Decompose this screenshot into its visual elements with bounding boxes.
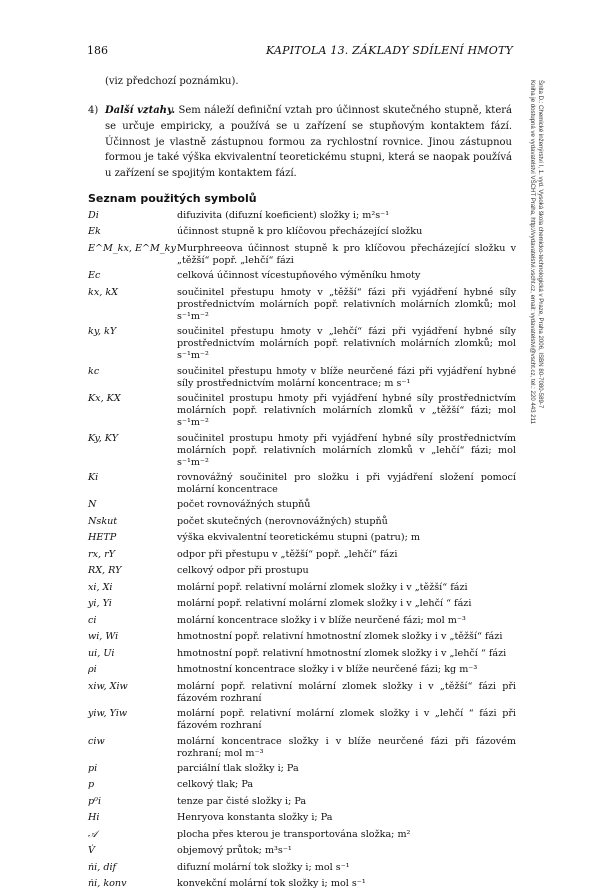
page-header <box>87 44 513 60</box>
symbol-row <box>88 681 516 708</box>
symbol-description: celkový odpor při prostupu <box>177 565 309 577</box>
symbol-term: pi <box>88 762 98 774</box>
symbol-description: účinnost stupně k pro klíčovou přecházející složku <box>177 226 423 238</box>
symbol-description: tenze par čisté složky i; Pa <box>177 795 307 807</box>
symbol-row <box>88 648 516 664</box>
symbol-description: difuzní molární tok složky i; mol s⁻¹ <box>177 861 350 873</box>
symbol-term: Kx, KX <box>88 393 121 405</box>
symbol-row <box>88 499 516 515</box>
symbol-row <box>88 243 516 270</box>
section-title: Seznam použitých symbolů <box>88 192 257 205</box>
symbol-description: molární koncentrace složky i v blíže neurčené fázi při fázovém rozhraní; mol m⁻³ <box>177 735 516 759</box>
symbol-term: p⁰i <box>88 795 102 807</box>
symbol-row <box>88 565 516 581</box>
symbol-term: Ky, KY <box>88 432 119 444</box>
symbol-list <box>88 210 516 895</box>
list-item-4 <box>88 103 512 182</box>
symbol-term: RX, RY <box>88 565 122 577</box>
symbol-description: výška ekvivalentní teoretickému stupni (patru); m <box>177 532 420 544</box>
symbol-term: Ek <box>88 226 101 238</box>
symbol-description: součinitel přestupu hmoty v „lehčí“ fázi při vyjádření hybné síly prostřednictvím molárních popř. relativních molárních zlomků; mol s⁻¹m⁻² <box>177 326 516 362</box>
symbol-description: molární popř. relativní molární zlomek složky i v „lehčí “ fázi <box>177 598 472 610</box>
symbol-row <box>88 736 516 763</box>
symbol-row <box>88 708 516 735</box>
running-title: KAPITOLA 13. ZÁKLADY SDÍLENÍ HMOTY <box>266 44 513 57</box>
symbol-description: konvekční molární tok složky i; mol s⁻¹ <box>177 878 366 890</box>
symbol-description: odpor při přestupu v „těžší“ popř. „lehčí“ fázi <box>177 548 398 560</box>
continuation-text: (viz předchozí poznámku). <box>105 76 239 87</box>
symbol-term: kc <box>88 365 100 377</box>
symbol-row <box>88 210 516 226</box>
symbol-term: E^M_kx, E^M_ky <box>88 242 176 254</box>
symbol-row <box>88 615 516 631</box>
symbol-description: objemový průtok; m³s⁻¹ <box>177 845 292 857</box>
symbol-term: kx, kX <box>88 286 118 298</box>
symbol-term: yi, Yi <box>88 598 112 610</box>
symbol-term: ciw <box>88 735 105 747</box>
symbol-row <box>88 393 516 432</box>
symbol-term: wi, Wi <box>88 631 119 643</box>
symbol-row <box>88 532 516 548</box>
symbol-description: plocha přes kterou je transportována složka; m² <box>177 828 411 840</box>
symbol-term: V̇ <box>88 845 95 857</box>
symbol-row <box>88 366 516 393</box>
symbol-description: molární koncentrace složky i v blíže neurčené fázi; mol m⁻³ <box>177 614 466 626</box>
symbol-description: difuzivita (difuzní koeficient) složky i; m²s⁻¹ <box>177 210 390 221</box>
symbol-row <box>88 845 516 861</box>
list-item-number: 4) <box>88 105 99 116</box>
symbol-description: hmotnostní popř. relativní hmotnostní zlomek složky i v „těžší“ fázi <box>177 631 503 643</box>
symbol-description: součinitel přestupu hmoty v blíže neurčené fázi při vyjádření hybné síly prostřednictvím molární koncentrace; m s⁻¹ <box>177 365 516 389</box>
symbol-description: hmotnostní koncentrace složky i v blíže neurčené fázi; kg m⁻³ <box>177 664 478 676</box>
symbol-description: součinitel prostupu hmoty při vyjádření hybné síly prostřednictvím molárních popř. relativních molárních zlomků v „lehčí“ fázi; mol s⁻¹m⁻² <box>177 432 516 468</box>
symbol-term: ṅi, dif <box>88 861 117 873</box>
symbol-row <box>88 516 516 532</box>
symbol-row <box>88 582 516 598</box>
symbol-term: Di <box>88 210 99 221</box>
symbol-row <box>88 812 516 828</box>
symbol-description: molární popř. relativní molární zlomek složky i v „lehčí “ fázi při fázovém rozhraní <box>177 708 516 732</box>
symbol-row <box>88 433 516 472</box>
symbol-description: parciální tlak složky i; Pa <box>177 762 299 774</box>
side-copyright-note <box>522 80 562 550</box>
symbol-row <box>88 796 516 812</box>
side-note-line-1: Šnita D.: Chemické inženýrství I, 1. vyd. Vysoká škola chemicko-technologická v Praze, Praha 2006, ISBN 80-7080-589-7 <box>537 80 544 409</box>
symbol-row <box>88 326 516 365</box>
symbol-description: celkový tlak; Pa <box>177 779 254 791</box>
list-item-text: Sem náleží definiční vztah pro účinnost skutečného stupně, která se určuje empiricky, a používá se u zařízení se stupňovým kontaktem fází. Účinnost je vlastně zástupnou formou za rychlostní rovnice. Jinou zástupnou formou je také výška ekvivalentní teoretickému stupni, která se naopak používá u zařízení se spojitým kontaktem fází. <box>105 105 512 180</box>
symbol-description: molární popř. relativní molární zlomek složky i v „těžší“ fázi <box>177 581 468 593</box>
symbol-term: Nskut <box>88 515 118 527</box>
symbol-description: počet rovnovážných stupňů <box>177 499 311 511</box>
symbol-term: xiw, Xiw <box>88 680 128 692</box>
symbol-description: molární popř. relativní molární zlomek složky i v „těžší“ fázi při fázovém rozhraní <box>177 680 516 704</box>
symbol-description: celková účinnost vícestupňového výměníku hmoty <box>177 270 421 282</box>
symbol-term: xi, Xi <box>88 581 113 593</box>
symbol-row <box>88 472 516 499</box>
symbol-row <box>88 862 516 878</box>
symbol-description: rovnovážný součinitel pro složku i při vyjádření složení pomocí molární koncentrace <box>177 472 516 496</box>
symbol-term: ui, Ui <box>88 647 115 659</box>
symbol-row <box>88 270 516 286</box>
symbol-term: p <box>88 779 95 791</box>
symbol-description: součinitel prostupu hmoty při vyjádření hybné síly prostřednictvím molárních popř. relativních molárních zlomků v „těžší“ fázi; mol s⁻¹m⁻² <box>177 393 516 429</box>
symbol-row <box>88 763 516 779</box>
symbol-description: součinitel přestupu hmoty v „těžší“ fázi při vyjádření hybné síly prostřednictvím molárních popř. relativních molárních zlomků; mol s⁻¹m⁻² <box>177 286 516 323</box>
symbol-row <box>88 287 516 326</box>
symbol-term: yiw, Yiw <box>88 708 128 720</box>
symbol-description: Murphreeova účinnost stupně k pro klíčovou přecházející složku v „těžší“ popř. „lehčí“ fázi <box>177 242 516 267</box>
symbol-term: Ki <box>88 472 99 484</box>
side-note-line-2: Kniha je dostupná ve vydavatelství VŠCHT Praha, http://vydavatelstvi.vscht.cz, email: vydavatelstvi@vscht.cz, tel.: 220 443 211 <box>529 80 536 424</box>
symbol-row <box>88 829 516 845</box>
symbol-term: rx, rY <box>88 548 116 560</box>
symbol-description: Henryova konstanta složky i; Pa <box>177 812 333 824</box>
symbol-term: ṅi, konv <box>88 878 127 890</box>
symbol-term: HETP <box>88 532 117 544</box>
symbol-row <box>88 598 516 614</box>
page-number: 186 <box>87 44 108 57</box>
symbol-row <box>88 631 516 647</box>
symbol-row <box>88 878 516 894</box>
list-item-body <box>105 103 512 182</box>
symbol-term: 𝒜 <box>88 828 98 840</box>
symbol-description: hmotnostní popř. relativní hmotnostní zlomek složky i v „lehčí “ fázi <box>177 647 507 659</box>
symbol-term: ky, kY <box>88 326 117 338</box>
symbol-row <box>88 226 516 242</box>
symbol-row <box>88 779 516 795</box>
symbol-term: Ec <box>88 270 101 282</box>
symbol-description: počet skutečných (nerovnovážných) stupňů <box>177 515 388 527</box>
symbol-term: Hi <box>88 812 100 824</box>
list-item-lead: Další vztahy. <box>105 105 176 116</box>
symbol-term: ci <box>88 614 97 626</box>
symbol-row <box>88 664 516 680</box>
symbol-row <box>88 549 516 565</box>
symbol-term: ρi <box>88 664 97 676</box>
symbol-term: N <box>88 499 97 511</box>
